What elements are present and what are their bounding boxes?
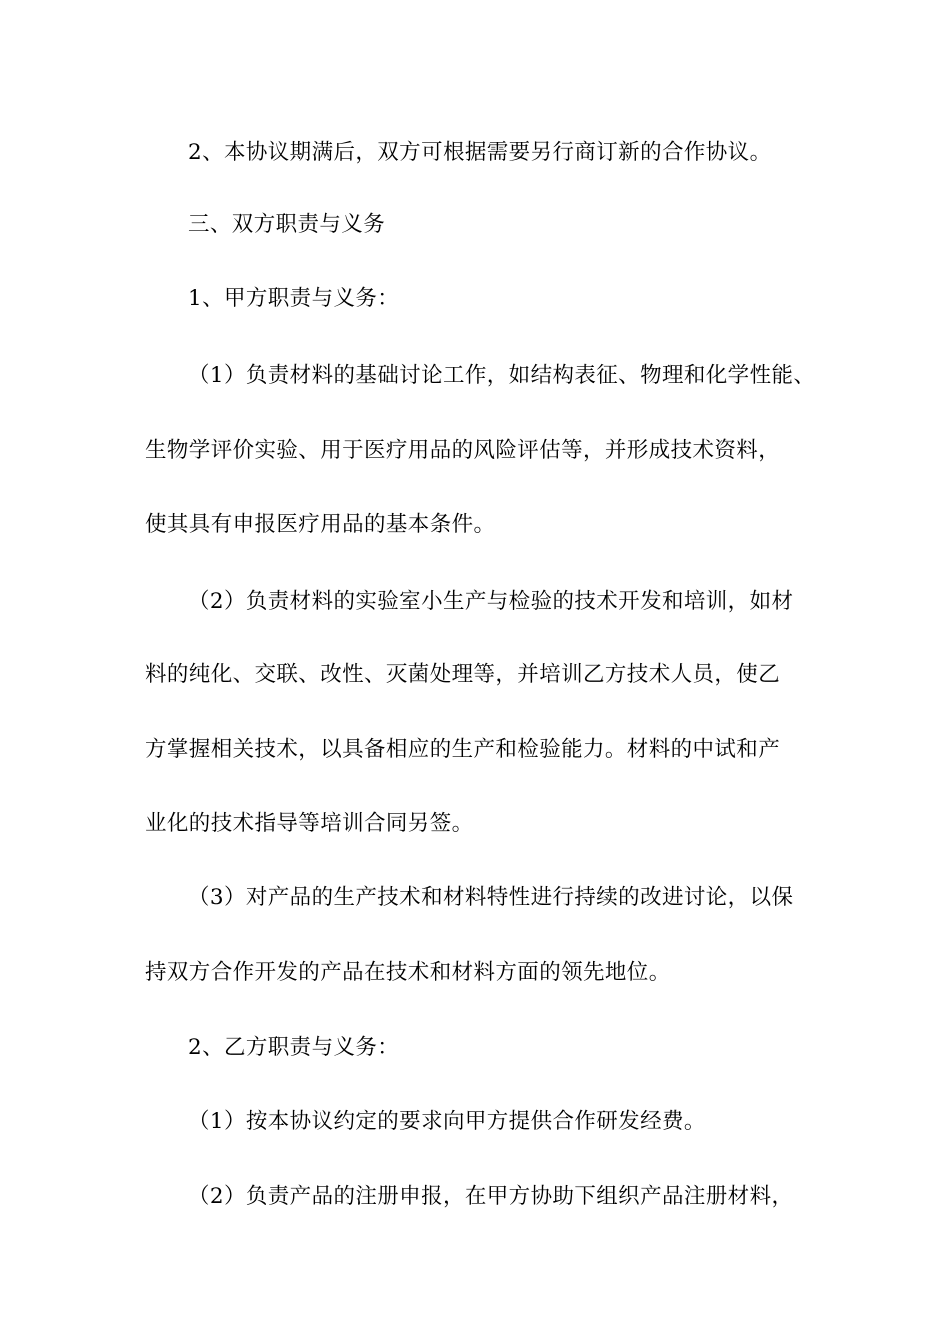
section-3-heading: 三、双方职责与义务 — [188, 212, 386, 237]
party-b-duty-1: （1）按本协议约定的要求向甲方提供合作研发经费。 — [188, 1109, 706, 1134]
party-a-duty-1-line-1: （1）负责材料的基础讨论工作，如结构表征、物理和化学性能、 — [188, 363, 816, 388]
party-a-duty-1-line-3: 使其具有申报医疗用品的基本条件。 — [145, 512, 496, 537]
party-a-duty-2-line-4: 业化的技术指导等培训合同另签。 — [145, 811, 474, 836]
party-a-duty-2-line-3: 方掌握相关技术，以具备相应的生产和检验能力。材料的中试和产 — [145, 737, 781, 762]
party-a-duty-2-line-2: 料的纯化、交联、改性、灭菌处理等，并培训乙方技术人员，使乙 — [145, 662, 781, 687]
party-a-duty-3-line-1: （3）对产品的生产技术和材料特性进行持续的改进讨论，以保 — [188, 885, 794, 910]
party-a-duties-heading: 1、甲方职责与义务： — [188, 286, 400, 311]
clause-2-term-renewal: 2、本协议期满后，双方可根据需要另行商订新的合作协议。 — [188, 140, 772, 165]
party-b-duties-heading: 2、乙方职责与义务： — [188, 1035, 400, 1060]
party-a-duty-1-line-2: 生物学评价实验、用于医疗用品的风险评估等，并形成技术资料， — [145, 438, 781, 463]
party-a-duty-3-line-2: 持双方合作开发的产品在技术和材料方面的领先地位。 — [145, 960, 671, 985]
party-b-duty-2-line-1: （2）负责产品的注册申报，在甲方协助下组织产品注册材料， — [188, 1184, 794, 1209]
party-a-duty-2-line-1: （2）负责材料的实验室小生产与检验的技术开发和培训，如材 — [188, 589, 794, 614]
